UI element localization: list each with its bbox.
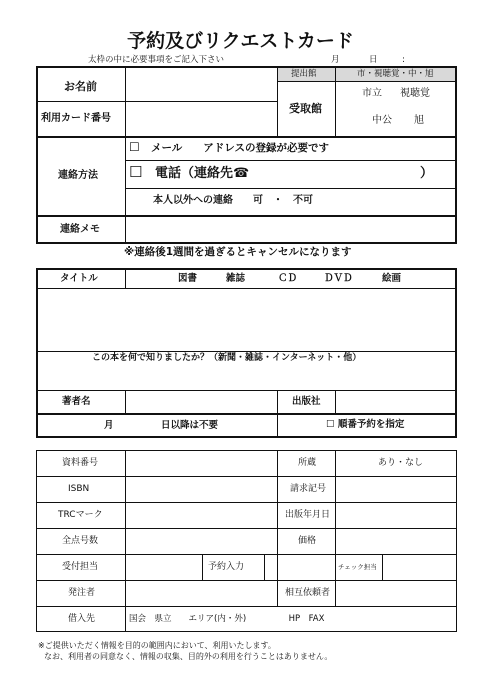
call-number-label: 請求記号 bbox=[290, 484, 327, 494]
media-type-dvd[interactable]: ＤＶＤ bbox=[324, 273, 353, 284]
media-type-book[interactable]: 図書 bbox=[178, 273, 198, 284]
lend-options[interactable]: 国会 県立 エリア(内・外) HP FAX bbox=[129, 614, 325, 624]
orderer-label: 発注者 bbox=[68, 588, 96, 598]
contact-phone-close: ） bbox=[420, 166, 434, 181]
publisher-input[interactable] bbox=[337, 392, 455, 412]
reservation-input-label: 予約入力 bbox=[208, 562, 245, 572]
memo-input[interactable] bbox=[127, 218, 455, 242]
memo-label: 連絡メモ bbox=[60, 224, 100, 235]
material-number-label: 資料番号 bbox=[62, 458, 99, 468]
holding-value[interactable]: あり・なし bbox=[378, 458, 424, 468]
title-input[interactable] bbox=[38, 290, 455, 350]
title-label: タイトル bbox=[60, 273, 98, 284]
page-title: 予約及びリクエストカード bbox=[127, 30, 354, 52]
name-input[interactable] bbox=[127, 68, 275, 100]
privacy-notice-line2: なお、利用者の同意なく、情報の収集、目的外の利用を行うことはありません。 bbox=[44, 652, 333, 661]
time-colon: : bbox=[402, 55, 405, 65]
email-checkbox[interactable]: ☐ bbox=[129, 140, 140, 154]
receptionist-label: 受付担当 bbox=[62, 562, 99, 572]
expiry-after-label: 日以降は不要 bbox=[161, 420, 219, 431]
receive-option-asahi[interactable]: 旭 bbox=[414, 115, 424, 126]
card-number-input[interactable] bbox=[127, 103, 275, 135]
total-count-label: 全点号数 bbox=[62, 536, 99, 546]
contact-method-label: 連絡方法 bbox=[58, 170, 98, 181]
privacy-notice-line1: ※ご提供いただく情報を目的の範囲内において、利用いたします。 bbox=[38, 641, 276, 650]
expiry-month-label: 月 bbox=[104, 420, 114, 431]
instruction-text: 太枠の中に必要事項をご記入下さい bbox=[88, 55, 225, 65]
date-day-label: 日 bbox=[369, 55, 378, 65]
card-number-label: 利用カード番号 bbox=[41, 113, 111, 124]
receive-option-shiritsu[interactable]: 市立 bbox=[362, 88, 382, 99]
source-question: この本を何で知りましたか？（新聞・雑誌・インターネット・他） bbox=[92, 353, 362, 363]
holding-label: 所蔵 bbox=[298, 458, 317, 468]
cancel-notice: ※連絡後1週間を過ぎるとキャンセルになります bbox=[124, 246, 352, 258]
publisher-label: 出版社 bbox=[292, 396, 321, 407]
date-month-label: 月 bbox=[331, 55, 340, 65]
receive-library-label: 受取館 bbox=[289, 102, 322, 115]
media-type-cd[interactable]: ＣＤ bbox=[278, 273, 298, 284]
name-label: お名前 bbox=[64, 80, 97, 93]
phone-checkbox[interactable]: ☐ bbox=[129, 163, 143, 181]
media-type-magazine[interactable]: 雑誌 bbox=[226, 273, 246, 284]
contact-phone-text: 電話（連絡先☎ bbox=[155, 166, 250, 181]
check-staff-label: チェック担当 bbox=[338, 563, 377, 571]
contact-email-text: メール アドレスの登録が必要です bbox=[151, 142, 329, 154]
mutual-request-label: 相互依頼者 bbox=[285, 588, 331, 598]
author-input[interactable] bbox=[127, 392, 275, 412]
contact-proxy-text[interactable]: 本人以外への連絡 可 ・ 不可 bbox=[153, 195, 313, 206]
publication-date-label: 出版年月日 bbox=[285, 510, 331, 520]
isbn-label: ISBN bbox=[68, 484, 90, 494]
staff-form-frame bbox=[36, 450, 457, 632]
price-label: 価格 bbox=[298, 536, 317, 546]
sequential-reservation-checkbox[interactable]: ☐ 順番予約を指定 bbox=[326, 419, 405, 430]
lend-to-label: 借入先 bbox=[68, 614, 96, 624]
receive-option-chuko[interactable]: 中公 bbox=[372, 115, 392, 126]
media-type-painting[interactable]: 絵画 bbox=[382, 273, 402, 284]
trc-mark-label: TRCマーク bbox=[58, 510, 103, 520]
submit-library-value: 市・視聴覚・中・旭 bbox=[357, 69, 434, 79]
author-label: 著者名 bbox=[62, 396, 91, 407]
submit-library-label: 提出館 bbox=[291, 69, 317, 79]
receive-option-shichokaku[interactable]: 視聴覚 bbox=[400, 88, 430, 99]
